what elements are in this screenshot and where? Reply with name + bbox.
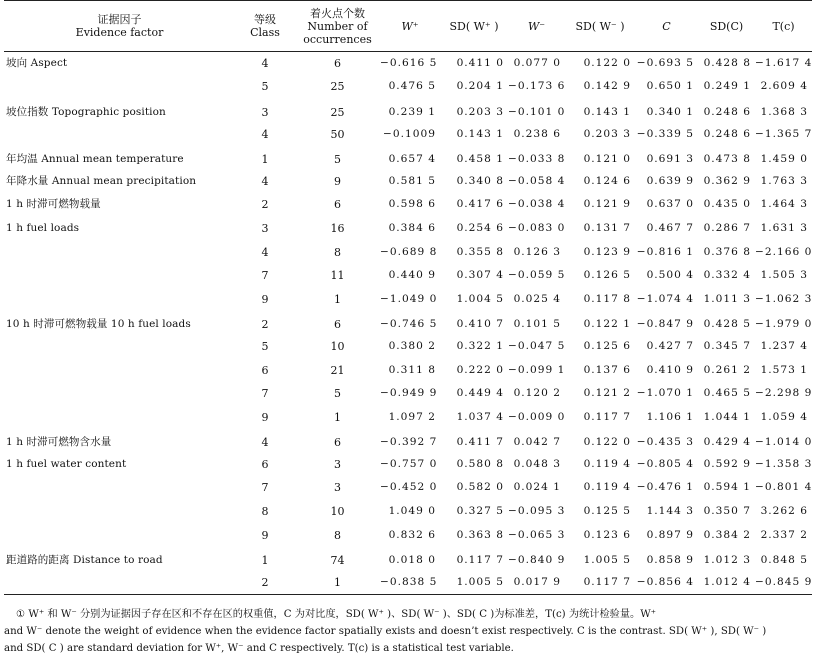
sd-c-cell: 0.261 2 bbox=[703, 363, 751, 376]
w-plus-cell: 0.018 0 bbox=[388, 554, 436, 567]
table-row bbox=[4, 382, 812, 406]
sd-c-cell: 1.012 3 bbox=[703, 554, 751, 567]
occurrences-cell: 6 bbox=[334, 57, 341, 71]
tc-cell: 1.573 1 bbox=[760, 363, 808, 376]
tc-cell: −2.298 9 bbox=[755, 387, 813, 400]
w-plus-cell: 0.311 8 bbox=[388, 363, 436, 376]
tc-cell: 1.237 4 bbox=[760, 339, 808, 352]
table-row bbox=[4, 52, 812, 76]
tc-cell: 3.262 6 bbox=[760, 505, 808, 518]
sd-w-minus-cell: 0.123 9 bbox=[583, 245, 631, 258]
header-tc: T(c) bbox=[772, 19, 795, 33]
sd-w-minus-cell: 0.137 6 bbox=[583, 363, 631, 376]
tc-cell: 2.337 2 bbox=[760, 528, 808, 541]
occurrences-cell: 25 bbox=[330, 105, 345, 119]
sd-w-plus-cell: 1.037 4 bbox=[456, 410, 504, 423]
header-w-minus: W⁻ bbox=[527, 19, 546, 33]
contrast-cell: 0.340 1 bbox=[646, 105, 694, 118]
contrast-cell: 0.691 3 bbox=[646, 153, 694, 166]
sd-w-plus-cell: 0.143 1 bbox=[456, 127, 504, 140]
tc-cell: 0.848 5 bbox=[760, 554, 808, 567]
table-row bbox=[4, 335, 812, 359]
table-row bbox=[4, 476, 812, 500]
sd-w-plus-cell: 0.363 8 bbox=[456, 528, 504, 541]
sd-w-minus-cell: 0.143 1 bbox=[583, 105, 631, 118]
footnote-line-2: and W⁻ denote the weight of evidence when the evidence factor spatially exists and doesn’t exist respectively. C is the contrast. SD( W⁺ ), SD( W⁻ ) bbox=[4, 626, 767, 637]
factor-cell bbox=[4, 287, 235, 311]
table-row bbox=[4, 571, 812, 595]
w-plus-cell: 1.049 0 bbox=[388, 505, 436, 518]
sd-c-cell: 0.350 7 bbox=[703, 505, 751, 518]
contrast-cell: 0.637 0 bbox=[646, 198, 694, 211]
tc-cell: 1.505 3 bbox=[760, 269, 808, 282]
w-plus-cell: −1.049 0 bbox=[380, 292, 438, 305]
sd-w-minus-cell: 0.121 2 bbox=[583, 387, 631, 400]
sd-w-minus-cell: 1.005 5 bbox=[583, 554, 631, 567]
factor-cell bbox=[4, 358, 235, 382]
tc-cell: 2.609 4 bbox=[760, 80, 808, 93]
table-row bbox=[4, 122, 812, 146]
sd-w-plus-cell: 0.411 7 bbox=[456, 436, 504, 449]
occurrences-cell: 16 bbox=[330, 221, 345, 235]
sd-w-plus-cell: 0.254 6 bbox=[456, 221, 504, 234]
occurrences-cell: 8 bbox=[334, 528, 341, 542]
w-minus-cell: 0.042 7 bbox=[513, 436, 561, 449]
sd-c-cell: 0.428 8 bbox=[703, 57, 751, 70]
factor-cell bbox=[4, 500, 235, 524]
tc-cell: −1.358 3 bbox=[755, 457, 813, 470]
tc-cell: −1.014 0 bbox=[755, 436, 813, 449]
sd-w-minus-cell: 0.125 5 bbox=[583, 505, 631, 518]
sd-w-plus-cell: 0.204 1 bbox=[456, 80, 504, 93]
occurrences-cell: 6 bbox=[334, 318, 341, 332]
sd-w-minus-cell: 0.121 0 bbox=[583, 153, 631, 166]
table-row bbox=[4, 75, 812, 99]
w-minus-cell: 0.024 1 bbox=[513, 481, 561, 494]
sd-w-minus-cell: 0.124 6 bbox=[583, 174, 631, 187]
class-cell: 7 bbox=[261, 387, 269, 401]
tc-cell: 1.368 3 bbox=[760, 105, 808, 118]
sd-w-plus-cell: 0.117 7 bbox=[456, 554, 504, 567]
w-minus-cell: −0.059 5 bbox=[508, 269, 566, 282]
sd-w-plus-cell: 1.004 5 bbox=[456, 292, 504, 305]
factor-cell: 年降水量 Annual mean precipitation bbox=[6, 174, 197, 187]
header-factor: 证据因子 Evidence factor bbox=[75, 13, 164, 39]
sd-c-cell: 0.286 7 bbox=[703, 221, 751, 234]
sd-w-minus-cell: 0.121 9 bbox=[583, 198, 631, 211]
w-minus-cell: −0.101 0 bbox=[508, 105, 566, 118]
factor-cell bbox=[4, 335, 235, 359]
occurrences-cell: 25 bbox=[330, 80, 345, 94]
w-minus-cell: −0.038 4 bbox=[508, 198, 566, 211]
table-row bbox=[4, 146, 812, 170]
table-footnote bbox=[4, 606, 810, 657]
occurrences-cell: 3 bbox=[334, 457, 341, 471]
table-row bbox=[4, 264, 812, 288]
contrast-cell: 0.858 9 bbox=[646, 554, 694, 567]
contrast-cell: −1.070 1 bbox=[636, 387, 694, 400]
w-minus-cell: −0.173 6 bbox=[508, 80, 566, 93]
sd-c-cell: 0.594 1 bbox=[703, 481, 751, 494]
factor-cell bbox=[4, 264, 235, 288]
tc-cell: −1.979 0 bbox=[755, 318, 813, 331]
w-plus-cell: 0.476 5 bbox=[388, 80, 436, 93]
sd-w-minus-cell: 0.126 5 bbox=[583, 269, 631, 282]
w-minus-cell: −0.095 3 bbox=[508, 505, 566, 518]
sd-w-plus-cell: 0.458 1 bbox=[456, 153, 504, 166]
contrast-cell: 1.106 1 bbox=[646, 410, 694, 423]
occurrences-cell: 21 bbox=[330, 363, 345, 377]
tc-cell: 1.763 3 bbox=[760, 174, 808, 187]
factor-cell bbox=[4, 476, 235, 500]
sd-w-plus-cell: 0.411 0 bbox=[456, 57, 504, 70]
footnote-line-1: ① W⁺ 和 W⁻ 分别为证据因子存在区和不存在区的权重值，C 为对比度，SD( W⁺ )、SD( W⁻ )、SD( C )为标准差，T(c) 为统计检验量。W⁺ bbox=[16, 609, 657, 620]
occurrences-cell: 6 bbox=[334, 436, 341, 450]
contrast-cell: −0.805 4 bbox=[636, 457, 694, 470]
w-minus-cell: −0.058 4 bbox=[508, 174, 566, 187]
sd-w-plus-cell: 0.340 8 bbox=[456, 174, 504, 187]
occurrences-cell: 8 bbox=[334, 245, 341, 259]
sd-w-minus-cell: 0.142 9 bbox=[583, 80, 631, 93]
sd-w-minus-cell: 0.119 4 bbox=[583, 481, 631, 494]
sd-c-cell: 0.249 1 bbox=[703, 80, 751, 93]
sd-w-plus-cell: 0.355 8 bbox=[456, 245, 504, 258]
occurrences-cell: 74 bbox=[330, 554, 345, 568]
table-row bbox=[4, 358, 812, 382]
table-row bbox=[4, 453, 812, 477]
table-container bbox=[4, 0, 812, 595]
header-w-plus: W⁺ bbox=[401, 19, 419, 33]
contrast-cell: −0.693 5 bbox=[636, 57, 694, 70]
w-plus-cell: −0.616 5 bbox=[380, 57, 438, 70]
tc-cell: 1.464 3 bbox=[760, 198, 808, 211]
factor-cell bbox=[4, 523, 235, 547]
class-cell: 4 bbox=[261, 245, 269, 259]
w-plus-cell: 0.657 4 bbox=[388, 153, 436, 166]
factor-cell bbox=[4, 382, 235, 406]
table-row bbox=[4, 240, 812, 264]
class-cell: 9 bbox=[261, 528, 269, 542]
occurrences-cell: 5 bbox=[334, 387, 341, 401]
table-row bbox=[4, 99, 812, 123]
sd-w-minus-cell: 0.119 4 bbox=[583, 457, 631, 470]
sd-w-minus-cell: 0.122 0 bbox=[583, 436, 631, 449]
sd-c-cell: 0.473 8 bbox=[703, 153, 751, 166]
factor-cell bbox=[4, 571, 235, 595]
class-cell: 9 bbox=[261, 292, 269, 306]
table-row bbox=[4, 547, 812, 571]
occurrences-cell: 1 bbox=[334, 575, 341, 589]
sd-c-cell: 0.376 8 bbox=[703, 245, 751, 258]
tc-cell: −1.617 4 bbox=[755, 57, 813, 70]
contrast-cell: 0.410 9 bbox=[646, 363, 694, 376]
class-cell: 1 bbox=[261, 153, 269, 167]
tc-cell: 1.459 0 bbox=[760, 153, 808, 166]
w-plus-cell: 0.440 9 bbox=[388, 269, 436, 282]
w-plus-cell: 0.384 6 bbox=[388, 221, 436, 234]
w-minus-cell: 0.048 3 bbox=[513, 457, 561, 470]
contrast-cell: 1.144 3 bbox=[646, 505, 694, 518]
w-minus-cell: 0.017 9 bbox=[513, 575, 561, 588]
header-sd-w-minus: SD( W⁻ ) bbox=[575, 19, 625, 33]
factor-cell: 年均温 Annual mean temperature bbox=[6, 153, 184, 166]
factor-cell bbox=[4, 405, 235, 429]
contrast-cell: −0.339 5 bbox=[636, 127, 694, 140]
sd-w-minus-cell: 0.117 7 bbox=[583, 575, 631, 588]
sd-c-cell: 0.429 4 bbox=[703, 436, 751, 449]
factor-cell: 1 h 时滞可燃物载量 bbox=[6, 198, 101, 211]
occurrences-cell: 1 bbox=[334, 292, 341, 306]
sd-c-cell: 0.362 9 bbox=[703, 174, 751, 187]
class-cell: 6 bbox=[261, 457, 269, 471]
w-plus-cell: 0.581 5 bbox=[388, 174, 436, 187]
sd-c-cell: 0.345 7 bbox=[703, 339, 751, 352]
class-cell: 1 bbox=[261, 554, 269, 568]
factor-cell bbox=[4, 75, 235, 99]
sd-w-plus-cell: 1.005 5 bbox=[456, 575, 504, 588]
sd-c-cell: 0.435 0 bbox=[703, 198, 751, 211]
w-minus-cell: −0.033 8 bbox=[508, 153, 566, 166]
tc-cell: 1.631 3 bbox=[760, 221, 808, 234]
table-row bbox=[4, 500, 812, 524]
sd-w-plus-cell: 0.307 4 bbox=[456, 269, 504, 282]
sd-c-cell: 1.011 3 bbox=[703, 292, 751, 305]
occurrences-cell: 11 bbox=[330, 269, 345, 283]
factor-cell: 10 h 时滞可燃物载量 10 h fuel loads bbox=[6, 318, 191, 331]
contrast-cell: 0.427 7 bbox=[646, 339, 694, 352]
sd-c-cell: 0.332 4 bbox=[703, 269, 751, 282]
contrast-cell: −0.816 1 bbox=[636, 245, 694, 258]
sd-w-plus-cell: 0.322 1 bbox=[456, 339, 504, 352]
occurrences-cell: 5 bbox=[334, 153, 341, 167]
w-minus-cell: −0.099 1 bbox=[508, 363, 566, 376]
w-minus-cell: 0.101 5 bbox=[513, 318, 561, 331]
sd-c-cell: 0.428 5 bbox=[703, 318, 751, 331]
w-plus-cell: −0.1009 bbox=[383, 127, 436, 140]
sd-c-cell: 0.384 2 bbox=[703, 528, 751, 541]
sd-w-plus-cell: 0.203 3 bbox=[456, 105, 504, 118]
sd-c-cell: 0.248 6 bbox=[703, 127, 751, 140]
sd-w-plus-cell: 0.327 5 bbox=[456, 505, 504, 518]
tc-cell: −1.062 3 bbox=[755, 292, 813, 305]
header-sd-c: SD(C) bbox=[709, 19, 744, 33]
class-cell: 5 bbox=[261, 339, 269, 353]
tc-cell: −2.166 0 bbox=[755, 245, 813, 258]
w-minus-cell: −0.047 5 bbox=[508, 339, 566, 352]
occurrences-cell: 9 bbox=[334, 174, 341, 188]
factor-cell: 1 h 时滞可燃物含水量 bbox=[6, 436, 112, 449]
table-row bbox=[4, 311, 812, 335]
w-plus-cell: −0.949 9 bbox=[380, 387, 438, 400]
sd-w-minus-cell: 0.122 0 bbox=[583, 57, 631, 70]
class-cell: 3 bbox=[261, 105, 269, 119]
contrast-cell: −0.476 1 bbox=[636, 481, 694, 494]
w-minus-cell: −0.065 3 bbox=[508, 528, 566, 541]
contrast-cell: 0.467 7 bbox=[646, 221, 694, 234]
sd-c-cell: 0.592 9 bbox=[703, 457, 751, 470]
header-contrast: C bbox=[662, 19, 671, 33]
w-plus-cell: −0.689 8 bbox=[380, 245, 438, 258]
factor-cell: 坡位指数 Topographic position bbox=[6, 105, 166, 118]
table-row bbox=[4, 429, 812, 453]
w-plus-cell: −0.452 0 bbox=[380, 481, 438, 494]
sd-w-minus-cell: 0.125 6 bbox=[583, 339, 631, 352]
class-cell: 4 bbox=[261, 57, 269, 71]
table-header bbox=[4, 1, 812, 52]
header-sd-w-plus: SD( W⁺ ) bbox=[449, 19, 499, 33]
factor-cell: 坡向 Aspect bbox=[6, 57, 68, 70]
header-class: 等级 Class bbox=[250, 13, 280, 39]
contrast-cell: 0.500 4 bbox=[646, 269, 694, 282]
tc-cell: −0.845 9 bbox=[755, 575, 813, 588]
w-plus-cell: 0.598 6 bbox=[388, 198, 436, 211]
sd-w-minus-cell: 0.203 3 bbox=[583, 127, 631, 140]
w-plus-cell: 1.097 2 bbox=[388, 410, 436, 423]
w-plus-cell: 0.832 6 bbox=[388, 528, 436, 541]
class-cell: 8 bbox=[261, 505, 269, 519]
contrast-cell: −0.847 9 bbox=[636, 318, 694, 331]
class-cell: 3 bbox=[261, 221, 269, 235]
tc-cell: −1.365 7 bbox=[755, 127, 813, 140]
factor-cell bbox=[4, 122, 235, 146]
sd-c-cell: 1.044 1 bbox=[703, 410, 751, 423]
sd-w-plus-cell: 0.582 0 bbox=[456, 481, 504, 494]
occurrences-cell: 3 bbox=[334, 481, 341, 495]
sd-c-cell: 1.012 4 bbox=[703, 575, 751, 588]
class-cell: 6 bbox=[261, 363, 269, 377]
class-cell: 2 bbox=[261, 575, 269, 589]
class-cell: 4 bbox=[261, 174, 269, 188]
class-cell: 5 bbox=[261, 80, 269, 94]
footnote-line-3: and SD( C ) are standard deviation for W⁺, W⁻ and C respectively. T(c) is a statistical test variable. bbox=[4, 643, 514, 654]
contrast-cell: −1.074 4 bbox=[636, 292, 694, 305]
sd-w-plus-cell: 0.410 7 bbox=[456, 318, 504, 331]
w-minus-cell: 0.025 4 bbox=[513, 292, 561, 305]
occurrences-cell: 10 bbox=[330, 339, 345, 353]
table-row bbox=[4, 405, 812, 429]
factor-cell: 1 h fuel loads bbox=[6, 221, 80, 234]
factor-cell bbox=[4, 240, 235, 264]
w-minus-cell: 0.120 2 bbox=[513, 387, 561, 400]
sd-w-minus-cell: 0.117 7 bbox=[583, 410, 631, 423]
table-row bbox=[4, 523, 812, 547]
factor-cell: 1 h fuel water content bbox=[6, 457, 127, 470]
sd-w-minus-cell: 0.123 6 bbox=[583, 528, 631, 541]
w-minus-cell: −0.009 0 bbox=[508, 410, 566, 423]
class-cell: 7 bbox=[261, 481, 269, 495]
table-row bbox=[4, 287, 812, 311]
w-minus-cell: 0.126 3 bbox=[513, 245, 561, 258]
contrast-cell: −0.435 3 bbox=[636, 436, 694, 449]
table-row bbox=[4, 193, 812, 217]
contrast-cell: 0.650 1 bbox=[646, 80, 694, 93]
w-minus-cell: −0.083 0 bbox=[508, 221, 566, 234]
w-minus-cell: −0.840 9 bbox=[508, 554, 566, 567]
sd-w-plus-cell: 0.222 0 bbox=[456, 363, 504, 376]
sd-w-minus-cell: 0.122 1 bbox=[583, 318, 631, 331]
header-occurrences: 着火点个数 Number of occurrences bbox=[303, 6, 372, 46]
class-cell: 2 bbox=[261, 198, 269, 212]
w-minus-cell: 0.077 0 bbox=[513, 57, 561, 70]
class-cell: 7 bbox=[261, 269, 269, 283]
sd-w-plus-cell: 0.449 4 bbox=[456, 387, 504, 400]
table-body bbox=[4, 52, 812, 595]
sd-w-plus-cell: 0.580 8 bbox=[456, 457, 504, 470]
occurrences-cell: 6 bbox=[334, 198, 341, 212]
w-plus-cell: 0.239 1 bbox=[388, 105, 436, 118]
sd-c-cell: 0.248 6 bbox=[703, 105, 751, 118]
sd-c-cell: 0.465 5 bbox=[703, 387, 751, 400]
contrast-cell: 0.897 9 bbox=[646, 528, 694, 541]
contrast-cell: −0.856 4 bbox=[636, 575, 694, 588]
w-plus-cell: −0.746 5 bbox=[380, 318, 438, 331]
table-row bbox=[4, 217, 812, 241]
w-plus-cell: −0.757 0 bbox=[380, 457, 438, 470]
w-minus-cell: 0.238 6 bbox=[513, 127, 561, 140]
class-cell: 2 bbox=[261, 318, 269, 332]
w-plus-cell: −0.392 7 bbox=[380, 436, 438, 449]
factor-cell: 距道路的距离 Distance to road bbox=[6, 554, 163, 567]
class-cell: 4 bbox=[261, 127, 269, 141]
sd-w-minus-cell: 0.117 8 bbox=[583, 292, 631, 305]
sd-w-minus-cell: 0.131 7 bbox=[583, 221, 631, 234]
class-cell: 4 bbox=[261, 436, 269, 450]
table-row bbox=[4, 169, 812, 193]
tc-cell: 1.059 4 bbox=[760, 410, 808, 423]
evidence-weights-table bbox=[4, 0, 812, 595]
w-plus-cell: −0.838 5 bbox=[380, 575, 438, 588]
occurrences-cell: 1 bbox=[334, 410, 341, 424]
sd-w-plus-cell: 0.417 6 bbox=[456, 198, 504, 211]
class-cell: 9 bbox=[261, 410, 269, 424]
occurrences-cell: 50 bbox=[330, 127, 345, 141]
w-plus-cell: 0.380 2 bbox=[388, 339, 436, 352]
contrast-cell: 0.639 9 bbox=[646, 174, 694, 187]
occurrences-cell: 10 bbox=[330, 505, 345, 519]
tc-cell: −0.801 4 bbox=[755, 481, 813, 494]
